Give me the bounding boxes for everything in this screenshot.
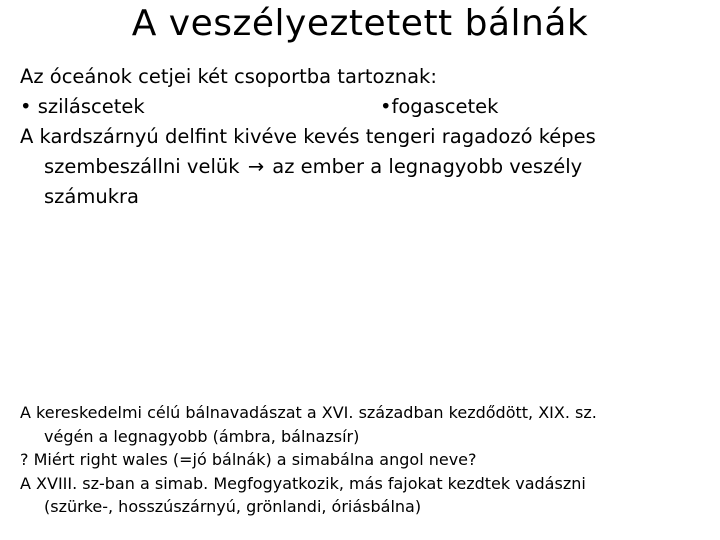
threat-text-end: az ember a legnagyobb veszély [272, 155, 583, 178]
whaling-peak-line: végén a legnagyobb (ámbra, bálnazsír) [44, 426, 360, 446]
baleen-whales-bullet: • sziláscetek [20, 95, 145, 118]
threat-line-end: számukra [44, 185, 139, 208]
species-list-line: (szürke-, hosszúszárnyú, grönlandi, óriásbálna) [44, 497, 422, 516]
slide-title: A veszélyeztetett bálnák [131, 3, 589, 44]
whale-groups-list [20, 92, 710, 122]
threat-line [20, 152, 710, 182]
history-section [20, 401, 710, 519]
threat-text-start: szembeszállni velük [44, 155, 240, 178]
toothed-whales-bullet: •fogascetek [380, 95, 499, 118]
whaling-start-line: A kereskedelmi célú bálnavadászat a XVI. században kezdődött, XIX. sz. [20, 403, 597, 422]
predators-line: A kardszárnyú delfint kivéve kevés tengeri ragadozó képes [20, 125, 596, 148]
right-arrow-icon: → [247, 155, 265, 178]
intro-section [20, 62, 710, 212]
groups-intro-line: Az óceánok cetjei két csoportba tartoznak: [20, 65, 437, 88]
right-whale-question: ? Miért right wales (=jó bálnák) a simabálna angol neve? [20, 450, 477, 469]
decline-line: A XVIII. sz-ban a simab. Megfogyatkozik, más fajokat kezdtek vadászni [20, 473, 586, 493]
